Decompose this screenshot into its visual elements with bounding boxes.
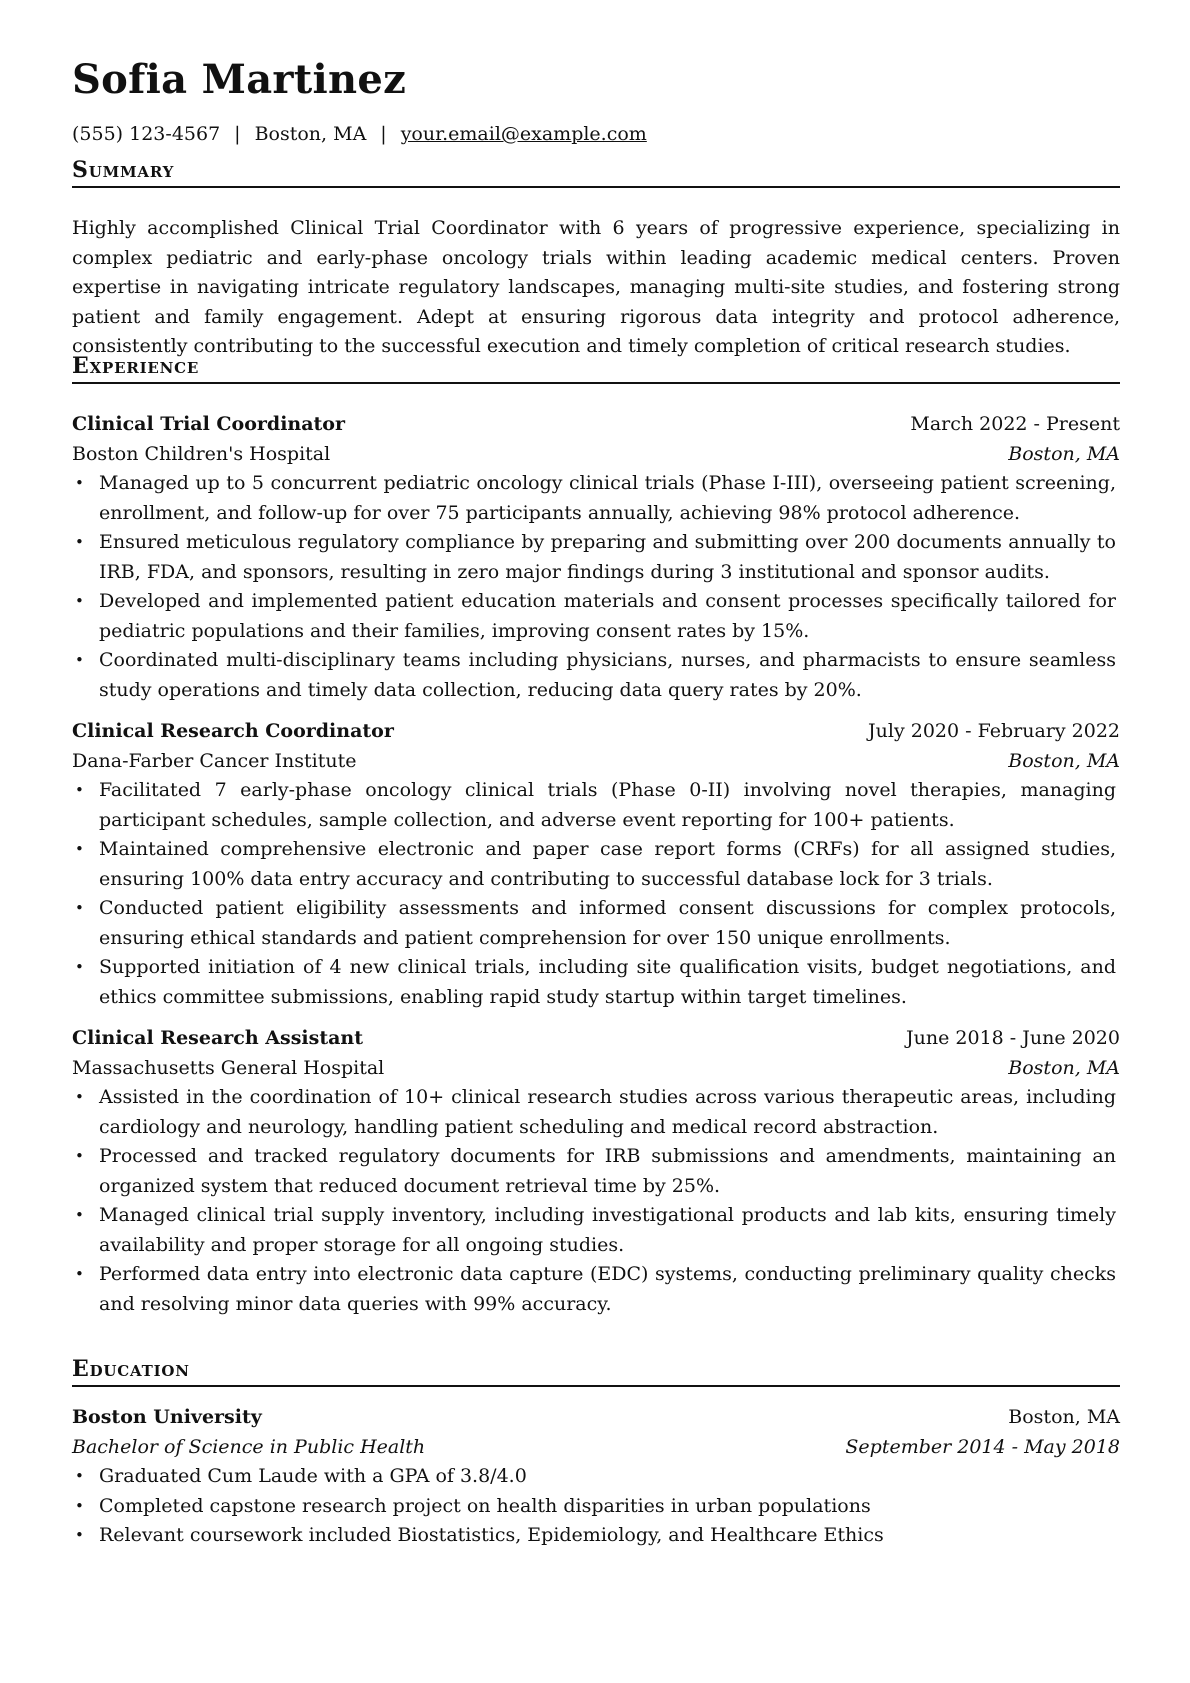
degree-name: Bachelor of Science in Public Health <box>72 1435 426 1458</box>
education-bullet: • Relevant coursework included Biostatistics, Epidemiology, and Healthcare Ethics <box>99 1521 1120 1551</box>
summary-heading: Summary <box>72 157 1120 188</box>
job-bullet: • Performed data entry into electronic data capture (EDC) systems, conducting preliminary quality checks and resolving minor data queries with 99% accuracy. <box>99 1260 1120 1319</box>
job-org-row <box>72 440 1120 470</box>
job-location: Boston, MA <box>1008 749 1120 772</box>
contact-separator: | <box>380 123 387 145</box>
contact-separator: | <box>234 123 241 145</box>
experience-entry <box>72 1024 1120 1319</box>
job-bullet: • Processed and tracked regulatory documents for IRB submissions and amendments, maintaining an organized system that reduced document retrieval time by 25%. <box>99 1142 1120 1201</box>
job-title: Clinical Trial Coordinator <box>72 413 345 435</box>
education-heading: Education <box>72 1356 1120 1387</box>
job-org-row <box>72 747 1120 777</box>
job-organization: Dana-Farber Cancer Institute <box>72 749 357 772</box>
education-bullet: • Graduated Cum Laude with a GPA of 3.8/4.0 <box>99 1462 1120 1492</box>
education-dates: September 2014 - May 2018 <box>845 1435 1120 1458</box>
school-header-row <box>72 1403 1120 1433</box>
job-bullet: • Managed clinical trial supply inventory, including investigational products and lab kits, ensuring timely availability and proper storage for all ongoing studies. <box>99 1201 1120 1260</box>
job-title: Clinical Research Coordinator <box>72 720 394 742</box>
job-bullet-list <box>72 1083 1120 1319</box>
candidate-name: Sofia Martinez <box>72 56 407 103</box>
email-link[interactable]: your.email@example.com <box>400 123 647 145</box>
job-bullet: • Developed and implemented patient education materials and consent processes specifically tailored for pediatric populations and their families, improving consent rates by 15%. <box>99 587 1120 646</box>
education-entry <box>72 1403 1120 1551</box>
job-org-row <box>72 1054 1120 1084</box>
job-title: Clinical Research Assistant <box>72 1027 364 1049</box>
job-bullet-list <box>72 776 1120 1012</box>
education-bullet: • Completed capstone research project on health disparities in urban populations <box>99 1492 1120 1522</box>
job-location: Boston, MA <box>1008 1056 1120 1079</box>
job-bullet: • Ensured meticulous regulatory compliance by preparing and submitting over 200 documents annually to IRB, FDA, and sponsors, resulting in zero major findings during 3 institutional and sponsor audits. <box>99 528 1120 587</box>
school-location: Boston, MA <box>1008 1406 1120 1428</box>
job-bullet: • Assisted in the coordination of 10+ clinical research studies across various therapeutic areas, including cardiology and neurology, handling patient scheduling and medical record abstraction. <box>99 1083 1120 1142</box>
phone-number: (555) 123-4567 <box>72 123 221 145</box>
job-dates: March 2022 - Present <box>910 413 1120 435</box>
experience-heading: Experience <box>72 353 1120 384</box>
job-organization: Boston Children's Hospital <box>72 442 331 465</box>
experience-entry <box>72 410 1120 705</box>
experience-entry <box>72 717 1120 1012</box>
job-bullet: • Supported initiation of 4 new clinical trials, including site qualification visits, budget negotiations, and ethics committee submissions, enabling rapid study startup within target timelines. <box>99 953 1120 1012</box>
job-bullet: • Facilitated 7 early-phase oncology clinical trials (Phase 0-II) involving novel therapies, managing participant schedules, sample collection, and adverse event reporting for 100+ patients. <box>99 776 1120 835</box>
school-name: Boston University <box>72 1406 262 1428</box>
job-header-row <box>72 717 1120 747</box>
job-bullet: • Maintained comprehensive electronic and paper case report forms (CRFs) for all assigned studies, ensuring 100% data entry accuracy and contributing to successful database lock for 3 trials. <box>99 835 1120 894</box>
job-header-row <box>72 410 1120 440</box>
job-header-row <box>72 1024 1120 1054</box>
contact-location: Boston, MA <box>254 123 367 145</box>
job-dates: July 2020 - February 2022 <box>868 720 1120 742</box>
job-bullet: • Conducted patient eligibility assessments and informed consent discussions for complex protocols, ensuring ethical standards and patient comprehension for over 150 unique enrollments. <box>99 894 1120 953</box>
contact-line <box>72 122 647 147</box>
degree-row <box>72 1433 1120 1463</box>
job-bullet: • Managed up to 5 concurrent pediatric oncology clinical trials (Phase I-III), overseeing patient screening, enrollment, and follow-up for over 75 participants annually, achieving 98% protocol adherence. <box>99 469 1120 528</box>
education-bullet-list <box>72 1462 1120 1551</box>
job-location: Boston, MA <box>1008 442 1120 465</box>
job-organization: Massachusetts General Hospital <box>72 1056 385 1079</box>
summary-text: Highly accomplished Clinical Trial Coordinator with 6 years of progressive experience, specializing in complex pediatric and early-phase oncology trials within leading academic medical centers. Proven expertise in navigating intricate regulatory landscapes, managing multi-site studies, and fostering strong patient and family engagement. Adept at ensuring rigorous data integrity and protocol adherence, consistently contributing to the successful execution and timely completion of critical research studies. <box>72 217 1120 357</box>
job-bullet-list <box>72 469 1120 705</box>
job-dates: June 2018 - June 2020 <box>906 1027 1120 1049</box>
job-bullet: • Coordinated multi-disciplinary teams including physicians, nurses, and pharmacists to ensure seamless study operations and timely data collection, reducing data query rates by 20%. <box>99 646 1120 705</box>
